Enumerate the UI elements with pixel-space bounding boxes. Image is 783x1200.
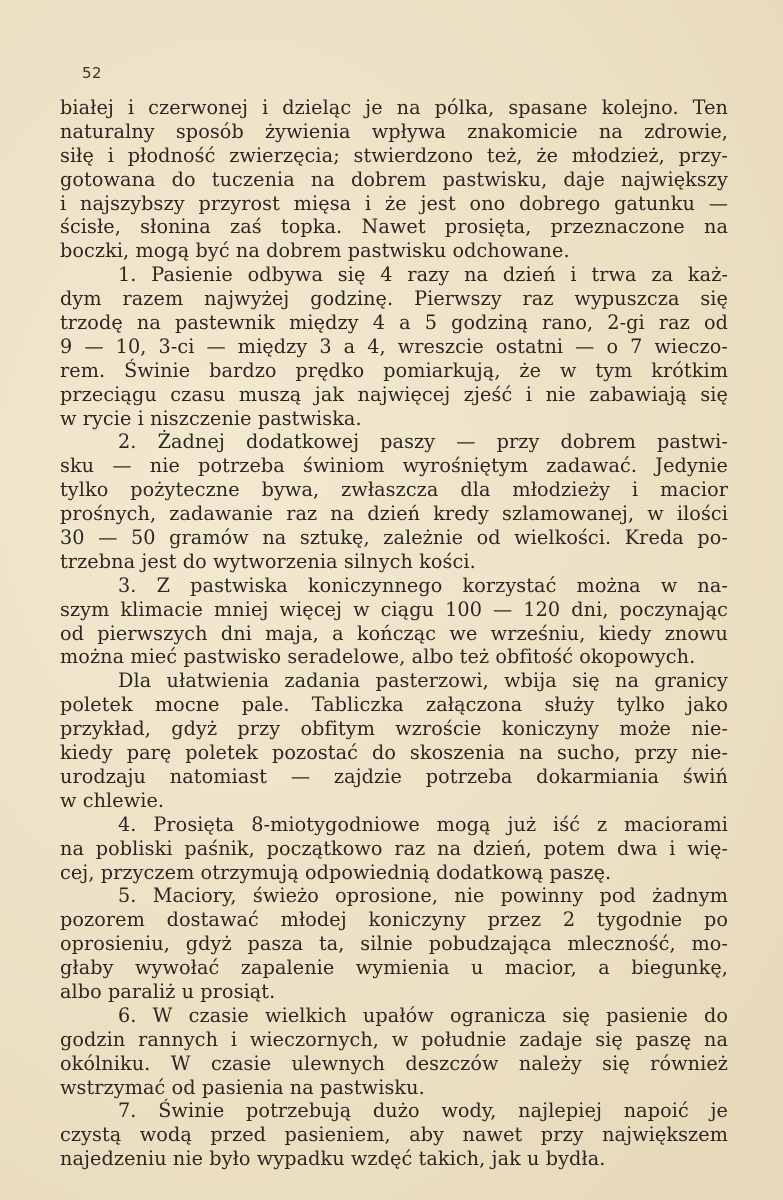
text-line: 1. Pasienie odbywa się 4 razy na dzień i trwa za każ- bbox=[118, 263, 728, 287]
text-line: w rycie i niszczenie pastwiska. bbox=[60, 406, 362, 430]
text-line: szym klimacie mniej więcej w ciągu 100 — 120 dni, poczynając bbox=[60, 597, 728, 621]
text-line: i najszybszy przyrost mięsa i że jest ono dobrego gatunku — bbox=[60, 191, 728, 215]
text-line: 9 — 10, 3-ci — między 3 a 4, wreszcie ostatni — o 7 wieczo- bbox=[60, 334, 728, 358]
text-line: przykład, gdyż przy obfitym wzroście koniczyny może nie- bbox=[60, 717, 728, 741]
text-line: kiedy parę poletek pozostać do skoszenia na sucho, przy nie- bbox=[60, 741, 728, 765]
body-text bbox=[60, 96, 728, 1171]
text-line: można mieć pastwisko seradelowe, albo też obfitość okopowych. bbox=[60, 645, 696, 669]
text-line: trzodę na pastewnik między 4 a 5 godziną rano, 2-gi raz od bbox=[60, 311, 728, 335]
text-line: przeciągu czasu muszą jak najwięcej zjeść i nie zabawiają się bbox=[60, 382, 728, 406]
text-line: 5. Maciory, świeżo oprosione, nie powinny pod żadnym bbox=[118, 884, 728, 908]
text-line: pozorem dostawać młodej koniczyny przez 2 tygodnie po bbox=[60, 908, 728, 932]
text-line: wstrzymać od pasienia na pastwisku. bbox=[60, 1075, 425, 1099]
text-line: 6. W czasie wielkich upałów ogranicza się pasienie do bbox=[118, 1003, 728, 1027]
text-line: prośnych, zadawanie raz na dzień kredy szlamowanej, w ilości bbox=[60, 502, 728, 526]
text-line: boczki, mogą być na dobrem pastwisku odchowane. bbox=[60, 239, 570, 263]
text-line: białej i czerwonej i dzieląc je na pólka, spasane kolejno. Ten bbox=[60, 96, 728, 119]
text-line: Dla ułatwienia zadania pasterzowi, wbija się na granicy bbox=[118, 669, 728, 693]
text-line: okólniku. W czasie ulewnych deszczów należy się również bbox=[60, 1051, 728, 1075]
text-line: naturalny sposób żywienia wpływa znakomicie na zdrowie, bbox=[60, 119, 728, 143]
text-line: najedzeniu nie było wypadku wzdęć takich, jak u bydła. bbox=[60, 1147, 606, 1171]
text-line: gotowana do tuczenia na dobrem pastwisku, daje największy bbox=[60, 167, 728, 191]
text-line: cej, przyczem otrzymują odpowiednią dodatkową paszę. bbox=[60, 860, 612, 884]
text-line: 4. Prosięta 8-miotygodniowe mogą już iść z maciorami bbox=[118, 812, 728, 836]
text-line: dym razem najwyżej godzinę. Pierwszy raz wypuszcza się bbox=[60, 287, 728, 311]
text-line: albo paraliż u prosiąt. bbox=[60, 979, 276, 1003]
text-line: godzin rannych i wieczornych, w południe zadaje się paszę na bbox=[60, 1027, 728, 1051]
text-line: 30 — 50 gramów na sztukę, zależnie od wielkości. Kreda po- bbox=[60, 526, 728, 550]
text-line: trzebna jest do wytworzenia silnych kości. bbox=[60, 549, 476, 573]
page-number: 52 bbox=[82, 64, 103, 82]
text-line: oprosieniu, gdyż pasza ta, silnie pobudzająca mleczność, mo- bbox=[60, 932, 728, 956]
text-line: od pierwszych dni maja, a kończąc we wrześniu, kiedy znowu bbox=[60, 621, 728, 645]
text-line: na pobliski paśnik, początkowo raz na dzień, potem dwa i wię- bbox=[60, 836, 728, 860]
text-line: 7. Świnie potrzebują dużo wody, najlepiej napoić je bbox=[118, 1099, 728, 1123]
text-line: w chlewie. bbox=[60, 788, 165, 812]
text-line: głaby wywołać zapalenie wymienia u macior, a biegunkę, bbox=[60, 956, 728, 980]
text-line: siłę i płodność zwierzęcia; stwierdzono też, że młodzież, przy- bbox=[60, 143, 728, 167]
text-line: poletek mocne pale. Tabliczka załączona służy tylko jako bbox=[60, 693, 728, 717]
text-line: urodzaju natomiast — zajdzie potrzeba dokarmiania świń bbox=[60, 764, 728, 788]
text-line: rem. Świnie bardzo prędko pomiarkują, że w tym krótkim bbox=[60, 358, 728, 382]
text-line: sku — nie potrzeba świniom wyrośniętym zadawać. Jedynie bbox=[60, 454, 728, 478]
text-line: 3. Z pastwiska koniczynnego korzystać można w na- bbox=[118, 573, 728, 597]
text-line: 2. Żadnej dodatkowej paszy — przy dobrem pastwi- bbox=[118, 430, 728, 454]
text-line: czystą wodą przed pasieniem, aby nawet przy największem bbox=[60, 1123, 728, 1147]
text-line: ścisłe, słonina zaś topka. Nawet prosięta, przeznaczone na bbox=[60, 215, 728, 239]
text-line: tylko pożyteczne bywa, zwłaszcza dla młodzieży i macior bbox=[60, 478, 728, 502]
